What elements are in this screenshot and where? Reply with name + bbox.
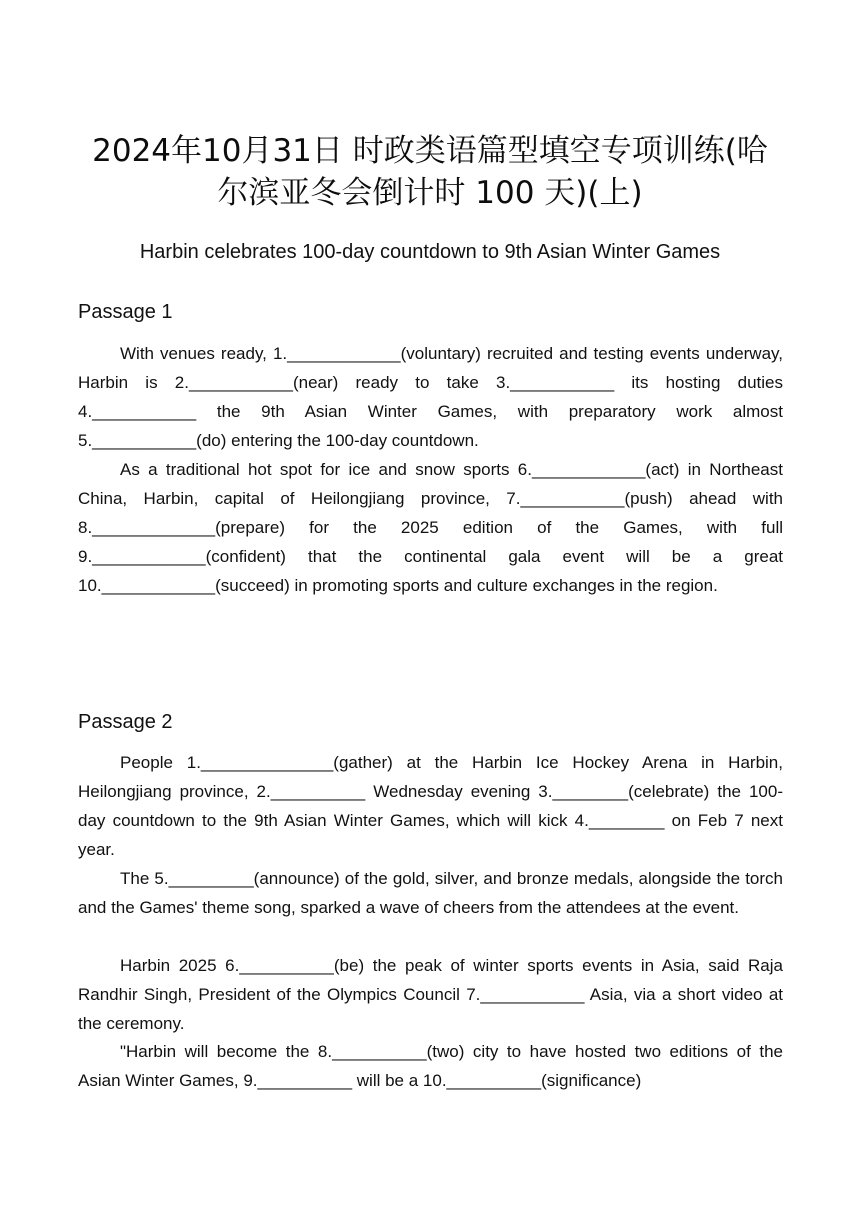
passage-1-paragraph-1: With venues ready, 1.____________(voluntary) recruited and testing events underway, Harbin is 2.___________(near) ready to take 3.___________ its hosting duties 4.___________ the 9th Asian Winter Games, with preparatory work almost 5.___________(do) entering the 100-day countdown. — [78, 344, 783, 450]
passage-2-paragraph-4: "Harbin will become the 8.__________(two) city to have hosted two editions of the Asian Winter Games, 9.__________ will be a 10.__________(significance) — [78, 1042, 783, 1090]
passage-2-paragraph-1: People 1.______________(gather) at the Harbin Ice Hockey Arena in Harbin, Heilongjiang province, 2.__________ Wednesday evening 3.________(celebrate) the 100-day countdown to the 9th Asian Winter Games, which will kick 4.________ on Feb 7 next year. — [78, 753, 783, 859]
title-line-1: 2024年10月31日 时政类语篇型填空专项训练(哈 — [92, 133, 768, 169]
english-subtitle: Harbin celebrates 100-day countdown to 9th Asian Winter Games — [139, 241, 721, 263]
passage-2-paragraph-2: The 5._________(announce) of the gold, silver, and bronze medals, alongside the torch and the Games' theme song, sparked a wave of cheers from the attendees at the event. — [78, 869, 783, 917]
passage-1-paragraph-2: As a traditional hot spot for ice and snow sports 6.____________(act) in Northeast China, Harbin, capital of Heilongjiang province, 7.___________(push) ahead with 8._____________(prepare) for the 2025 edition of the Games, with full 9.____________(confident) that the continental gala event will be a great 10.____________(succeed) in promoting sports and culture exchanges in the region. — [78, 460, 783, 595]
title-line-2: 尔滨亚冬会倒计时 100 天)(上) — [217, 175, 643, 211]
passage-2-heading: Passage 2 — [78, 711, 173, 733]
passage-1-heading: Passage 1 — [78, 301, 173, 323]
passage-2-paragraph-3: Harbin 2025 6.__________(be) the peak of winter sports events in Asia, said Raja Randhir Singh, President of the Olympics Council 7.___________ Asia, via a short video at the ceremony. — [78, 956, 783, 1033]
